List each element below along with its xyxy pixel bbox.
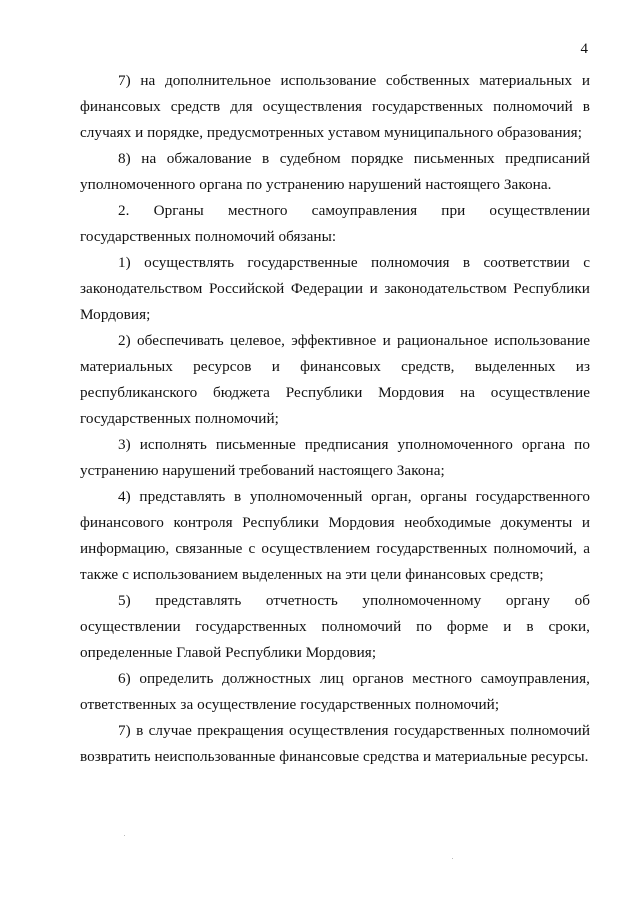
scan-speck bbox=[452, 858, 453, 859]
paragraph-obligation-7: 7) в случае прекращения осуществления государственных полномочий возвратить неиспользованные финансовые средства и материальные ресурсы. bbox=[80, 722, 590, 765]
page-number: 4 bbox=[580, 41, 588, 57]
paragraph-obligation-6: 6) определить должностных лиц органов местного самоуправления, ответственных за осуществление государственных полномочий; bbox=[80, 670, 590, 713]
paragraph-item-7-own-resources: 7) на дополнительное использование собственных материальных и финансовых средств для осуществления государственных полномочий в случаях и порядке, предусмотренных уставом муниципального образования; bbox=[80, 72, 590, 141]
paragraph-obligation-3: 3) исполнять письменные предписания уполномоченного органа по устранению нарушений требований настоящего Закона; bbox=[80, 436, 590, 479]
paragraph-obligation-4: 4) представлять в уполномоченный орган, органы государственного финансового контроля Республики Мордовия необходимые документы и информацию, связанные с осуществлением государственных полномочий, а также с использованием выделенных на эти цели финансовых средств; bbox=[80, 488, 590, 583]
paragraph-obligation-5: 5) представлять отчетность уполномоченному органу об осуществлении государственных полномочий по форме и в сроки, определенные Главой Республики Мордовия; bbox=[80, 592, 590, 661]
document-body bbox=[80, 68, 590, 770]
paragraph-section-2-obligations: 2. Органы местного самоуправления при осуществлении государственных полномочий обязаны: bbox=[80, 202, 590, 245]
paragraph-obligation-2: 2) обеспечивать целевое, эффективное и рациональное использование материальных ресурсов и финансовых средств, выделенных из республиканского бюджета Республики Мордовия на осуществление государственных полномочий; bbox=[80, 332, 590, 427]
scan-speck bbox=[124, 835, 125, 836]
paragraph-obligation-1: 1) осуществлять государственные полномочия в соответствии с законодательством Российской Федерации и законодательством Республики Мордовия; bbox=[80, 254, 590, 323]
paragraph-item-8-appeal: 8) на обжалование в судебном порядке письменных предписаний уполномоченного органа по устранению нарушений настоящего Закона. bbox=[80, 150, 590, 193]
